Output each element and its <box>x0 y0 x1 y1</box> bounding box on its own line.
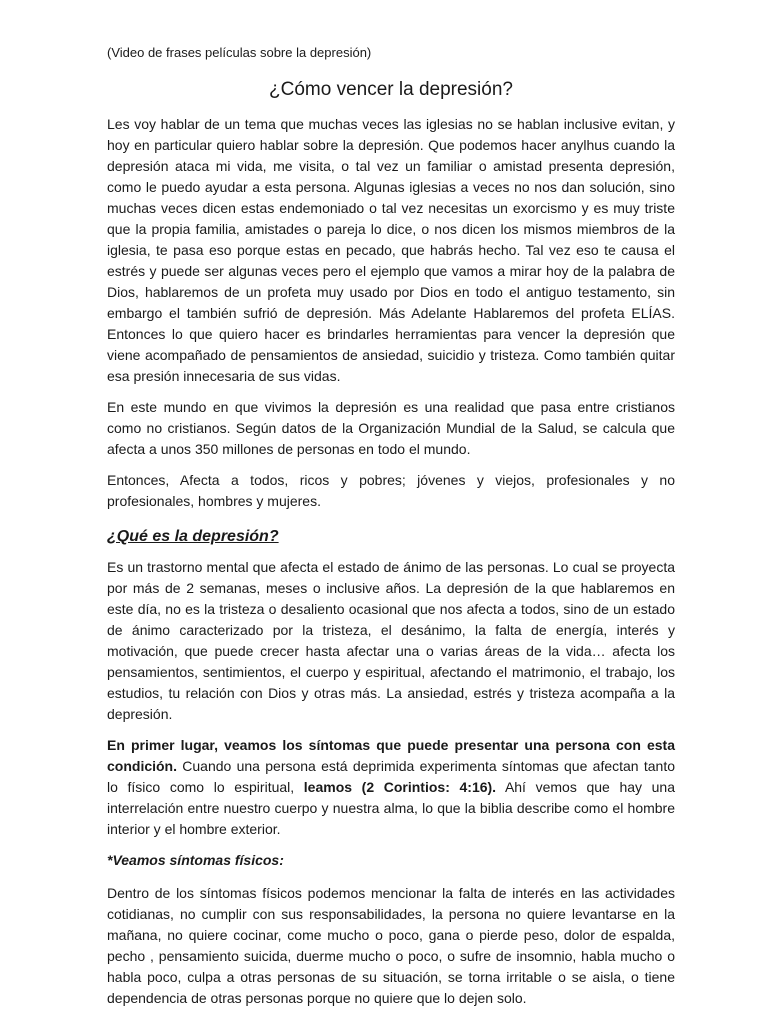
subheading-physical-symptoms: *Veamos síntomas físicos: <box>107 852 284 868</box>
symptoms-text-2: Ahí vemos que hay una interrelación entre nuestro cuerpo y nuestra alma, lo que la biblia describe como el hombre interior y el hombre exterior. <box>107 779 676 837</box>
paragraph-definition: Es un trastorno mental que afecta el estado de ánimo de las personas. Lo cual se proyecta por más de 2 semanas, meses o inclusive años. La depresión de la que hablaremos en este día, no es la tristeza o desaliento ocasional que nos afecta a todos, sino de un estado de ánimo caracterizado por la tristeza, el desánimo, la falta de energía, interés y motivación, que puede crecer hasta afectar una o varias áreas de la vida… afecta los pensamientos, sentimientos, el cuerpo y espiritual, afectando el matrimonio, el trabajo, los estudios, tu relación con Dios y otras más. La ansiedad, estrés y tristeza acompaña a la depresión. <box>107 559 675 722</box>
header-note: (Video de frases películas sobre la depresión) <box>107 45 372 60</box>
scripture-reference: leamos (2 Corintios: 4:16). <box>303 779 497 795</box>
paragraph-statistics: En este mundo en que vivimos la depresión es una realidad que pasa entre cristianos como no cristianos. Según datos de la Organización Mundial de la Salud, se calcula que afecta a unos 350 millones de personas en todo el mundo. <box>107 399 675 457</box>
paragraph-symptoms-intro <box>107 735 675 840</box>
document-page <box>107 40 675 1019</box>
symptoms-lead-bold: En primer lugar, veamos los síntomas que puede presentar una persona con esta condición. <box>107 737 675 774</box>
symptoms-text-1: Cuando una persona está deprimida experimenta síntomas que afectan tanto lo físico como lo espiritual, <box>107 758 675 795</box>
page-title: ¿Cómo vencer la depresión? <box>269 79 513 100</box>
paragraph-intro: Les voy hablar de un tema que muchas veces las iglesias no se hablan inclusive evitan, y hoy en particular quiero hablar sobre la depresión. Que podemos hacer anylhus cuando la depresión ataca mi vida, me visita, o tal vez un familiar o amistad presenta depresión, como le puedo ayudar a esta persona. Algunas iglesias a veces no nos dan solución, sino muchas veces dicen estas endemoniado o tal vez necesitas un exorcismo y es muy triste que la propia familia, amistades o pareja lo dice, o nos dicen los mismos miembros de la iglesia, te pasa eso porque estas en pecado, que habrás hecho. Tal vez eso te causa el estrés y puede ser algunas veces pero el ejemplo que vamos a mirar hoy de la palabra de Dios, hablaremos de un profeta muy usado por Dios en todo el antiguo testamento, sin embargo el también sufrió de depresión. Más Adelante Hablaremos del profeta ELÍAS. Entonces lo que quiero hacer es brindarles herramientas para vencer la depresión que viene acompañado de pensamientos de ansiedad, suicidio y tristeza. Como también quitar esa presión innecesaria de sus vidas. <box>107 116 675 384</box>
paragraph-physical-symptoms: Dentro de los síntomas físicos podemos mencionar la falta de interés en las actividades cotidianas, no cumplir con sus responsabilidades, la persona no quiere levantarse en la mañana, no quiere cocinar, come mucho o poco, gana o pierde peso, dolor de espalda, pecho , pensamiento suicida, duerme mucho o poco, o sufre de insomnio, habla mucho o habla poco, culpa a otras personas de su situación, se torna irritable o se aisla, o tiene dependencia de otras personas porque no quiere que lo dejen solo. <box>107 885 675 1006</box>
section-heading: ¿Qué es la depresión? <box>107 528 279 545</box>
paragraph-affects-all: Entonces, Afecta a todos, ricos y pobres; jóvenes y viejos, profesionales y no profesionales, hombres y mujeres. <box>107 472 675 509</box>
